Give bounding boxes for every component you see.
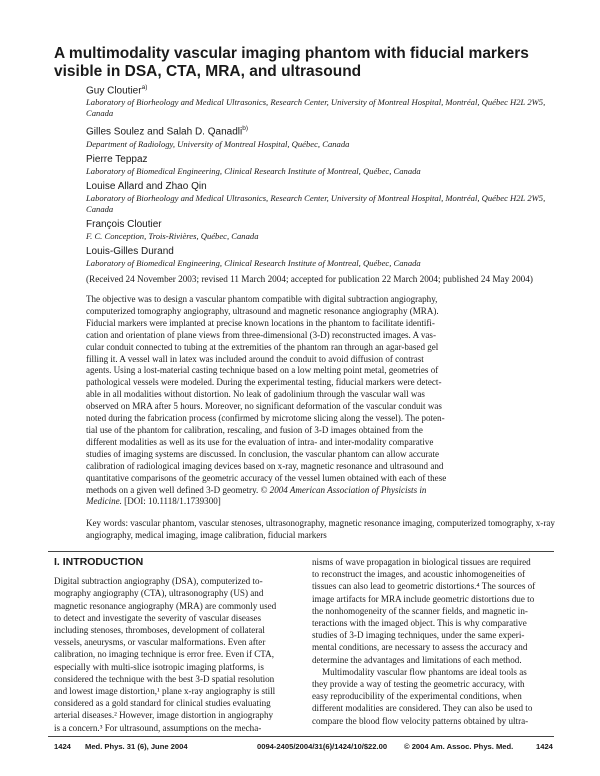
abstract-line: methods on a given well defined 3-D geometry. © 2004 American Association of Physicists in bbox=[86, 484, 427, 495]
body-line: image artifacts for MRA include geometric distortions due to bbox=[312, 593, 535, 604]
journal-citation: Med. Phys. 31 (6), June 2004 bbox=[85, 742, 188, 751]
author-block bbox=[86, 219, 556, 242]
author-block bbox=[86, 123, 556, 149]
abstract-line: The objective was to design a vascular phantom compatible with digital subtraction angiography, bbox=[86, 294, 438, 304]
received-dates: (Received 24 November 2003; revised 11 March 2004; accepted for publication 22 March 2004; published 24 May 2004) bbox=[86, 273, 533, 284]
author-affiliation: Laboratory of Biorheology and Medical Ultrasonics, Research Center, University of Montreal Hospital, Montréal, Québec H2L 2W5, Canada bbox=[86, 192, 546, 214]
abstract-line: cation and orientation of plane views from three-dimensional (3-D) reconstructed images. A vas- bbox=[86, 329, 436, 340]
author-affiliation: F. C. Conception, Trois-Rivières, Québec, Canada bbox=[86, 230, 259, 241]
body-line: tissues can also lead to geometric distortions.⁴ The sources of bbox=[312, 581, 536, 592]
author-block bbox=[86, 154, 556, 177]
right-column bbox=[312, 556, 555, 727]
abstract-line: tial use of the phantom for calibration, rescaling, and fusion of 3-D images obtained from the bbox=[86, 424, 423, 435]
author-list bbox=[86, 82, 556, 285]
abstract-line: able in all modalities without distortion. No leak of gadolinium through the vascular wall was bbox=[86, 389, 425, 400]
abstract bbox=[86, 294, 556, 508]
author-affiliation: Laboratory of Biomedical Engineering, Clinical Research Institute of Montreal, Québec, Canada bbox=[86, 165, 421, 176]
author-block bbox=[86, 82, 556, 119]
author-affiliation: Laboratory of Biorheology and Medical Ultrasonics, Research Center, University of Montreal Hospital, Montréal, Québec H2L 2W5, Canada bbox=[86, 97, 546, 119]
author-name: François Cloutier bbox=[86, 218, 162, 230]
section-divider bbox=[48, 551, 554, 552]
abstract-line: quantitative comparisons of the geometric accuracy of the vessel lumen obtained with each of these bbox=[86, 472, 447, 483]
body-line: and lowest image distortion,¹ plane x-ray angiography is still bbox=[54, 686, 276, 697]
abstract-line: filling it. A vessel wall in latex was included around the conduit to avoid diffusion of contrast bbox=[86, 353, 424, 364]
author-name: Louise Allard and Zhao Qin bbox=[86, 180, 207, 192]
abstract-line: studies of imaging systems are discussed. In conclusion, the vascular phantom can allow accurate bbox=[86, 448, 439, 459]
abstract-line: different modalities as well as its use for the evaluation of intra- and inter-modality comparative bbox=[86, 436, 434, 447]
author-block bbox=[86, 181, 556, 215]
body-line: especially with multi-slice isotropic imaging platforms, is bbox=[54, 661, 264, 672]
page-number-right: 1424 bbox=[536, 742, 553, 751]
body-line: Digital subtraction angiography (DSA), computerized to- bbox=[54, 576, 263, 587]
body-line: the nonhomogeneity of the scanner fields, and magnetic in- bbox=[312, 605, 528, 616]
footer-divider bbox=[48, 736, 554, 737]
body-line: nisms of wave propagation in biological tissues are required bbox=[312, 557, 531, 567]
body-line: magnetic resonance angiography (MRA) are commonly used bbox=[54, 600, 277, 611]
keywords: Key words: vascular phantom, vascular stenoses, ultrasonography, magnetic resonance imaging, computerized tomography, x-ray angiography, medical imaging, image calibration, fiducial markers bbox=[86, 518, 555, 540]
author-name: Gilles Soulez and Salah D. Qanadli$^{b)}$ bbox=[86, 125, 248, 138]
doi-link[interactable]: [DOI: 10.1118/1.1739300] bbox=[121, 496, 221, 507]
article-code: 0094-2405/2004/31(6)/1424/10/$22.00 bbox=[257, 742, 388, 751]
author-affiliation: Laboratory of Biomedical Engineering, Clinical Research Institute of Montreal, Québec, Canada bbox=[86, 257, 421, 268]
author-affiliation: Department of Radiology, University of Montreal Hospital, Québec, Canada bbox=[86, 138, 350, 149]
page-number-left: 1424 bbox=[54, 742, 71, 751]
body-line: to reconstruct the images, and acoustic inhomogeneities of bbox=[312, 569, 526, 580]
body-line: mography angiography (CTA), ultrasonography (US) and bbox=[54, 588, 264, 599]
abstract-line: observed on MRA after 5 hours. Moreover, no significant deformation of the vascular conduit was bbox=[86, 401, 442, 412]
author-block bbox=[86, 246, 556, 269]
body-line: to detect and investigate the severity of vascular diseases bbox=[54, 612, 262, 623]
body-line: determine the advantages and limitations of each method. bbox=[312, 654, 522, 665]
body-line: including stenoses, thromboses, development of collateral bbox=[54, 625, 265, 636]
body-line: easy reproducibility of the experimental conditions, when bbox=[312, 691, 522, 702]
abstract-copyright: © 2004 American Association of Physicists in bbox=[260, 484, 427, 495]
body-line: Multimodality vascular flow phantoms are ideal tools as bbox=[322, 666, 527, 677]
body-line: considered the technique with the best 3-D spatial resolution bbox=[54, 673, 275, 684]
abstract-journal: Medicine. bbox=[86, 496, 122, 507]
body-line: arterial diseases.² However, image distortion in angiography bbox=[54, 710, 274, 721]
abstract-line: calibration of radiological imaging devices based on x-ray, magnetic resonance and ultrasound and bbox=[86, 460, 444, 471]
abstract-line: cular conduit connected to tubing at the extremities of the phantom ran through an agar-based gel bbox=[86, 341, 439, 352]
body-line: is a concern.³ For ultrasound, assumptions on the mecha- bbox=[54, 722, 262, 733]
author-name: Guy Cloutier$^{a)}$ bbox=[86, 84, 148, 97]
body-line: studies of 3-D imaging techniques, under the same experi- bbox=[312, 630, 525, 641]
article-title: A multimodality vascular imaging phantom with fiducial markers visible in DSA, CTA, MRA, and ultrasound bbox=[54, 45, 529, 80]
body-line: teractions with the imaged object. This is why comparative bbox=[312, 618, 527, 629]
author-name: Pierre Teppaz bbox=[86, 153, 148, 165]
abstract-line: computerized tomography angiography, ultrasound and magnetic resonance angiography (MRA). bbox=[86, 305, 439, 316]
body-line: different modalities are considered. They can also be used to bbox=[312, 703, 533, 714]
author-name: Louis-Gilles Durand bbox=[86, 245, 174, 257]
footer-copyright: © 2004 Am. Assoc. Phys. Med. bbox=[404, 742, 514, 751]
abstract-line: Fiducial markers were implanted at precise known locations in the phantom to facilitate identifi- bbox=[86, 317, 435, 328]
section-heading: I. INTRODUCTION bbox=[54, 556, 144, 568]
body-line: compare the blood flow velocity patterns obtained by ultra- bbox=[312, 715, 529, 726]
abstract-line: noted during the fabrication process (confirmed by microtome slicing along the vessel). The poten- bbox=[86, 413, 445, 424]
left-column bbox=[54, 556, 297, 734]
body-line: they provide a way of testing the geometric accuracy, with bbox=[312, 679, 525, 690]
abstract-line: pathological vessels were modeled. During the experimental testing, fiducial markers were detect- bbox=[86, 377, 442, 388]
body-line: mental conditions, are necessary to assess the accuracy and bbox=[312, 642, 528, 653]
body-line: considered as a gold standard for clinical studies evaluating bbox=[54, 698, 271, 709]
body-line: vessels, aneurysms, or vascular malformations. Even after bbox=[54, 637, 266, 648]
body-line: calibration, no imaging technique is error free. Even if CTA, bbox=[54, 649, 274, 660]
abstract-line: agents. Using a lost-material casting technique based on a low melting point metal, geometries of bbox=[86, 365, 439, 376]
abstract-line bbox=[86, 496, 556, 508]
